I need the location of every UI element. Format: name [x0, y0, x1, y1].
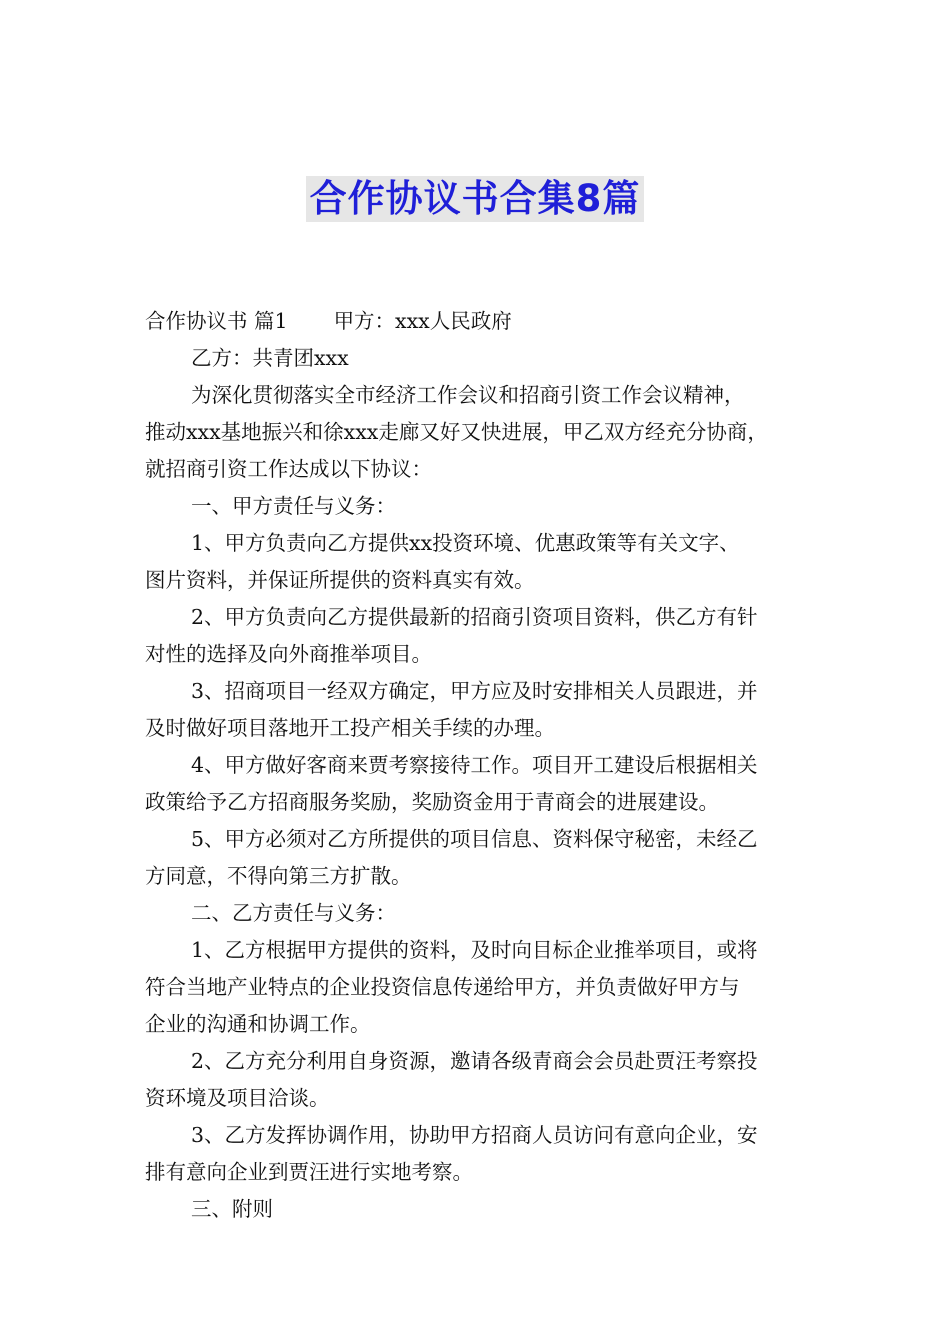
body-paragraph-line: 方同意，不得向第三方扩散。: [145, 864, 412, 888]
body-paragraph-line: 为深化贯彻落实全市经济工作会议和招商引资工作会议精神，: [191, 383, 745, 407]
document-title: 合作协议书合集8篇: [306, 176, 645, 222]
body-paragraph-line: 1、乙方根据甲方提供的资料，及时向目标企业推举项目，或将: [191, 938, 758, 962]
body-paragraph-line: 一、甲方责任与义务：: [191, 494, 396, 518]
body-paragraph-line: 4、甲方做好客商来贾考察接待工作。项目开工建设后根据相关: [191, 753, 758, 777]
body-paragraph-line: 乙方：共青团xxx: [191, 346, 349, 370]
title-container: [0, 176, 950, 222]
body-paragraph-line: 及时做好项目落地开工投产相关手续的办理。: [145, 716, 555, 740]
section-header-line: [145, 303, 817, 340]
body-paragraph-line: 资环境及项目洽谈。: [145, 1086, 330, 1110]
body-paragraph-line: 二、乙方责任与义务：: [191, 901, 396, 925]
body-paragraph-line: 图片资料，并保证所提供的资料真实有效。: [145, 568, 535, 592]
body-paragraph-line: 3、招商项目一经双方确定，甲方应及时安排相关人员跟进，并: [191, 679, 758, 703]
body-paragraph-line: 1、甲方负责向乙方提供xx投资环境、优惠政策等有关文字、: [191, 531, 740, 555]
body-paragraph-line: 3、乙方发挥协调作用，协助甲方招商人员访问有意向企业，安: [191, 1123, 758, 1147]
body-paragraph-line: 推动xxx基地振兴和徐xxx走廊又好又快进展，甲乙双方经充分协商，: [145, 420, 768, 444]
body-paragraph-line: 对性的选择及向外商推举项目。: [145, 642, 432, 666]
body-paragraph-line: 三、附则: [191, 1197, 273, 1221]
body-paragraph-line: 符合当地产业特点的企业投资信息传递给甲方，并负责做好甲方与: [145, 975, 740, 999]
body-paragraph-line: 企业的沟通和协调工作。: [145, 1012, 371, 1036]
party-a-line: 甲方：xxx人民政府: [333, 309, 512, 333]
body-paragraph-line: 2、乙方充分利用自身资源，邀请各级青商会会员赴贾汪考察投: [191, 1049, 758, 1073]
body-paragraph-line: 排有意向企业到贾汪进行实地考察。: [145, 1160, 473, 1184]
agreement-heading: 合作协议书 篇1: [145, 309, 288, 333]
body-paragraph-line: 政策给予乙方招商服务奖励，奖励资金用于青商会的进展建设。: [145, 790, 719, 814]
body-paragraph-line: 5、甲方必须对乙方所提供的项目信息、资料保守秘密，未经乙: [191, 827, 758, 851]
body-paragraph-line: 就招商引资工作达成以下协议：: [145, 457, 432, 481]
document-body: [145, 303, 817, 1228]
body-paragraph-line: 2、甲方负责向乙方提供最新的招商引资项目资料，供乙方有针: [191, 605, 758, 629]
